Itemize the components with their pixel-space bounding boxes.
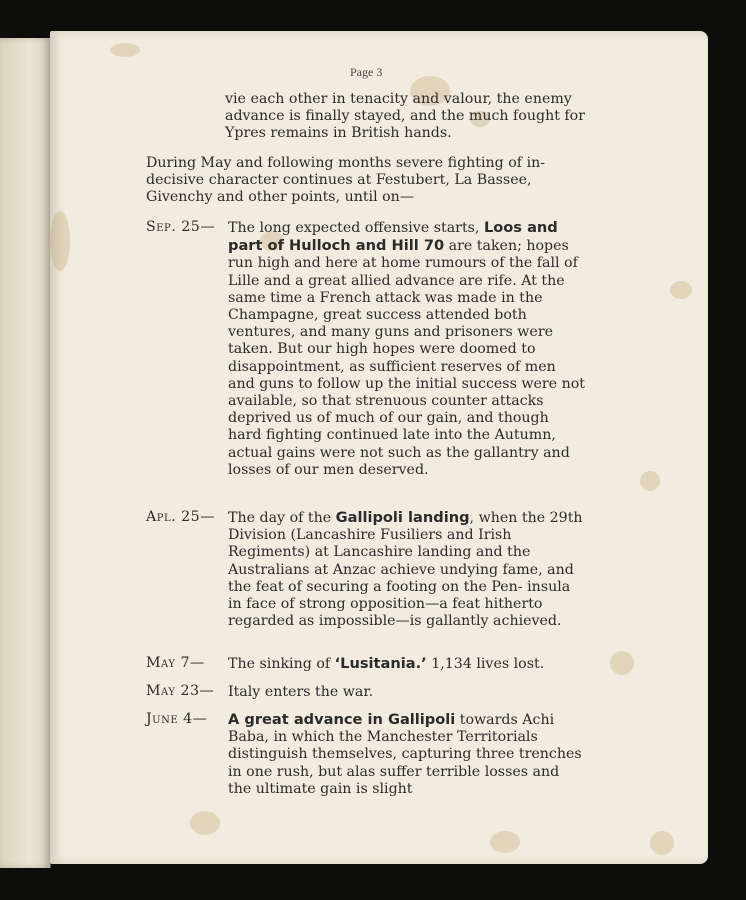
continuation-paragraph: vie each other in tenacity and valour, the enemy advance is finally stayed, and the much fought for Ypres remains in British hands. [225,91,585,142]
entry-may-23 [146,683,586,701]
entry-june-4 [146,711,586,798]
page-number: Page 3 [350,65,383,79]
facing-page-edge [0,38,51,868]
entry-highlight: ‘Lusitania.’ [334,655,427,672]
entry-highlight: A great advance in Gallipoli [228,711,456,728]
entry-may-7 [146,655,586,673]
book-page [50,31,708,864]
may-paragraph [146,155,586,207]
entry-sep-25 [146,219,586,479]
entry-date: Apl. 25— [146,509,215,525]
entry-date: May 23— [146,683,215,699]
entry-body: A great advance in Gallipoli towards Achi Baba, in which the Manchester Territorials distinguish themselves, capturing three trenches in one rush, but alas suffer terrible losses and the ultimate gain is slight [228,711,582,797]
entry-highlight: Gallipoli landing [335,509,470,526]
entry-body: The long expected offensive starts, Loos and part of Hulloch and Hill 70 are taken; hopes run high and here at home rumours of the fall of Lille and a great allied advance are rife. At the same time a French attack was made in the Champagne, great success attended both ventures, and many guns and prisoners were taken. But our high hopes were doomed to disappointment, as sufficient reserves of men and guns to follow up the initial success were not available, so that strenuous counter attacks deprived us of much of our gain, and though hard fighting continued late into the Autumn, actual gains were not such as the gallantry and losses of our men deserved. [228,219,585,478]
may-paragraph-text: During May and following months severe fighting of in- decisive character continues at Festubert, La Bassee, Givenchy and other points, until on— [146,155,546,206]
entry-body: The sinking of ‘Lusitania.’ 1,134 lives lost. [228,655,545,672]
entry-apl-25 [146,509,586,630]
entry-date: Sep. 25— [146,219,216,235]
entry-date: June 4— [146,711,208,727]
entry-highlight: Loos and part of Hulloch and Hill 70 [228,219,558,255]
entry-body: The day of the Gallipoli landing, when the 29th Division (Lancashire Fusiliers and Irish Regiments) at Lancashire landing and the Australians at Anzac achieve undying fame, and the feat of securing a footing on the Pen- insula in face of strong opposition—a feat hitherto regarded as impossible—is gallantly achieved. [228,509,583,630]
entry-date: May 7— [146,655,205,671]
entry-body: Italy enters the war. [228,684,374,700]
